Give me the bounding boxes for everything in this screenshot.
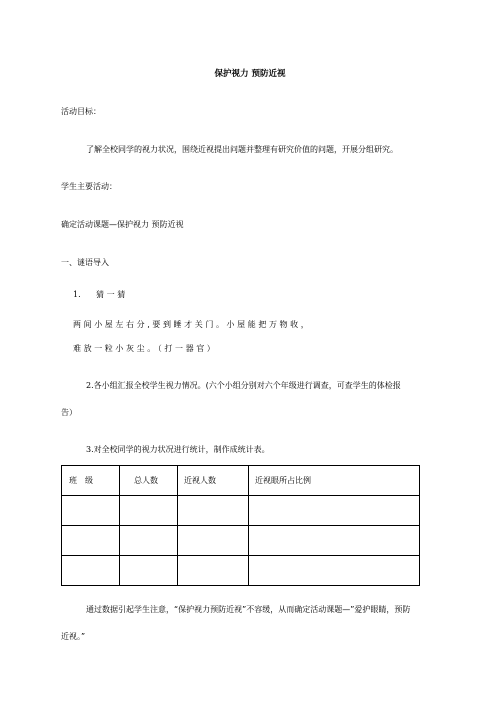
goal-text: 了解全校同学的视力状况，围绕近视提出问题并整理有研究价值的问题，开展分组研究。	[86, 145, 398, 154]
table-cell	[178, 556, 249, 586]
item-2-text: 各小组汇报全校学生视力情况。(六个小组分别对六个年级进行调查，可查学生的体检报	[93, 381, 401, 390]
page-title: 保护视力 预防近视	[214, 69, 286, 79]
table-row	[62, 556, 420, 586]
section-heading: 一、谜语导入	[61, 258, 109, 267]
header-myopia-ratio: 近视眼所占比例	[249, 466, 420, 496]
item-1-title: 猜一猜	[96, 290, 128, 299]
riddle-line-1: 两间小屋左右分,要到睡才关门。小屋能把万物收，	[73, 320, 312, 329]
topic-line: 确定活动课题—保护视力 预防近视	[61, 220, 184, 229]
table-header-row	[62, 466, 420, 496]
table-cell	[120, 496, 178, 526]
table-cell	[62, 526, 120, 556]
table-cell	[178, 496, 249, 526]
goal-heading: 活动目标：	[61, 107, 101, 116]
item-3-text-line	[86, 445, 270, 455]
item-3-text: 对全校同学的视力状况进行统计，制作成统计表。	[93, 445, 270, 454]
table-cell	[178, 526, 249, 556]
item-1-number: 1.	[73, 290, 81, 299]
closing-line-1: 通过数据引起学生注意，“保护视力预防近视”不容缓，从而确定活动课题—”爱护眼睛，预防	[86, 605, 411, 614]
header-myopia-count: 近视人数	[178, 466, 249, 496]
table-cell	[62, 556, 120, 586]
activity-heading: 学生主要活动：	[61, 182, 117, 191]
table-cell	[249, 496, 420, 526]
table-row	[62, 496, 420, 526]
table-cell	[62, 496, 120, 526]
table-cell	[120, 526, 178, 556]
table-cell	[249, 556, 420, 586]
closing-line-2: 近视。”	[61, 632, 86, 641]
item-2-number: 2.	[86, 381, 94, 390]
riddle-line-2: 难放一粒小灰尘。（打一器官）	[73, 344, 218, 353]
table-cell	[120, 556, 178, 586]
table-row	[62, 526, 420, 556]
table-cell	[249, 526, 420, 556]
item-3-number: 3.	[86, 445, 94, 454]
statistics-table	[61, 465, 420, 586]
header-total: 总人数	[120, 466, 178, 496]
item-2-text-line-2: 告）	[61, 408, 77, 417]
header-class: 班 级	[62, 466, 120, 496]
item-2-text-line-1	[86, 381, 401, 391]
